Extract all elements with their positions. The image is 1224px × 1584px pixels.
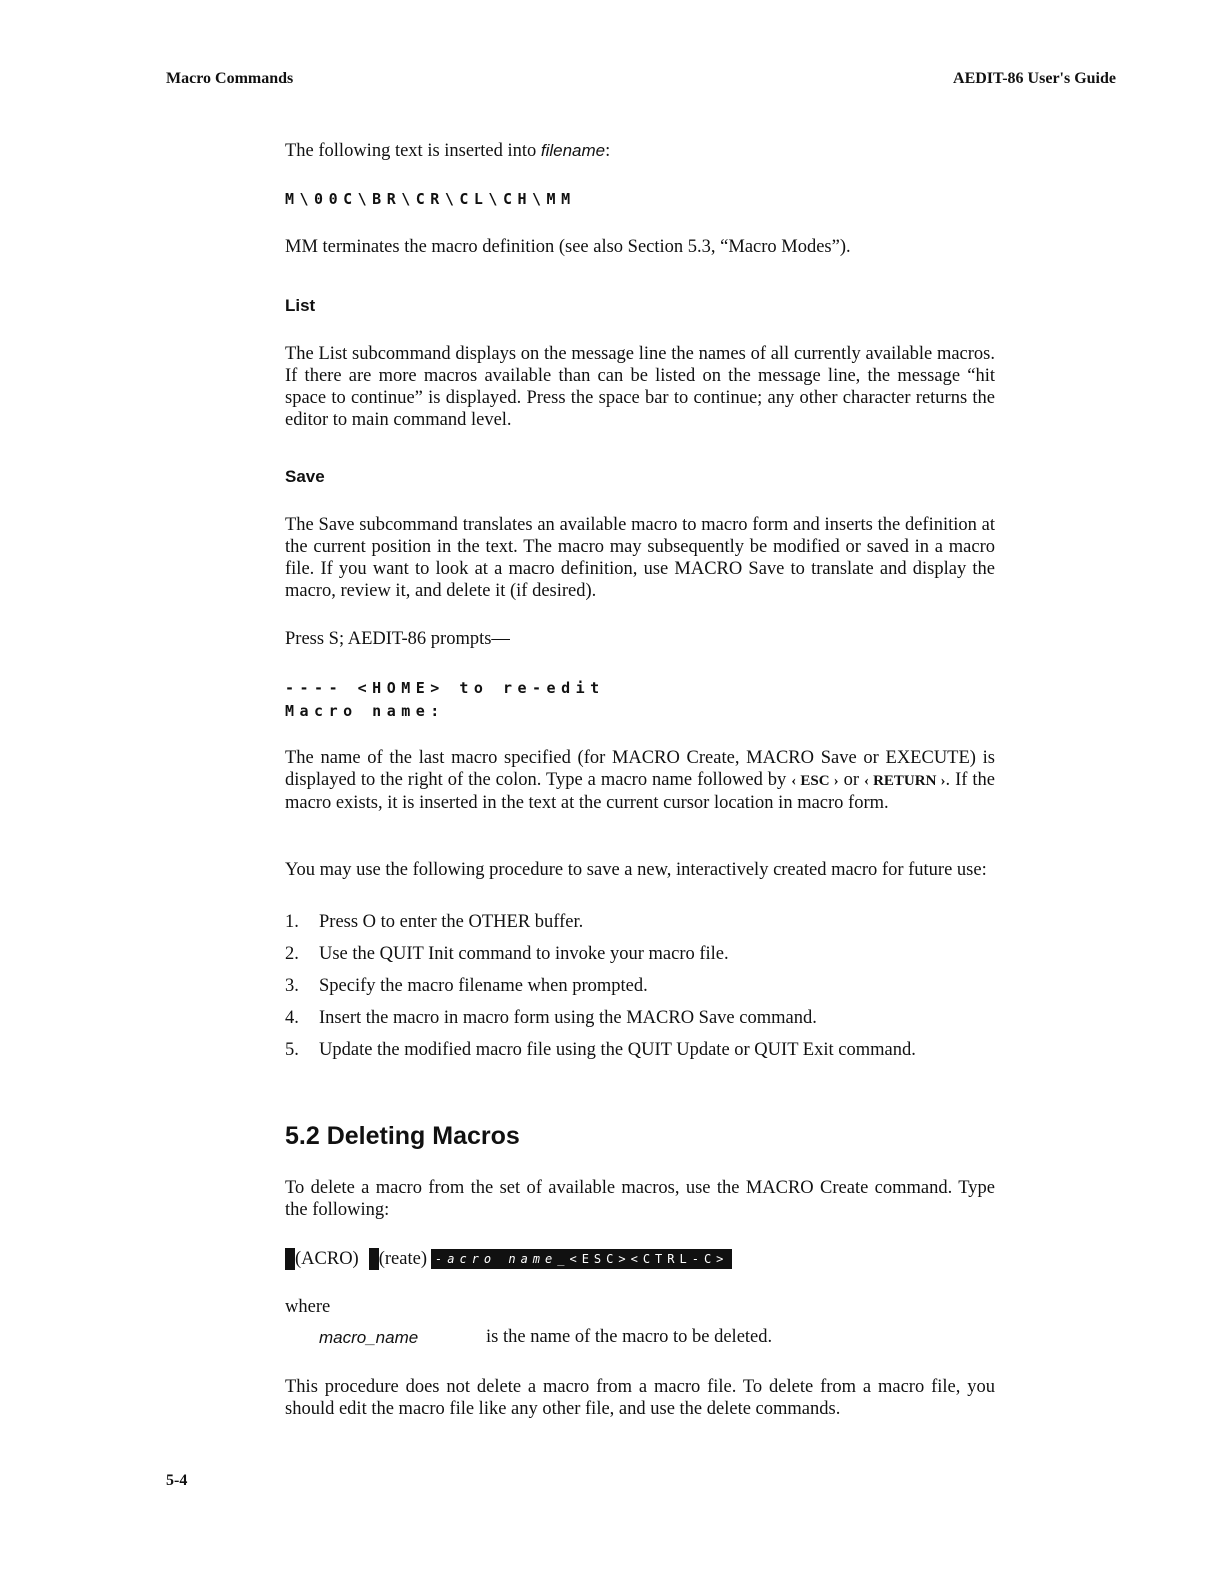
document-page: Macro Commands AEDIT-86 User's Guide The following text is inserted into filename: M\00C\BR\CR\CL\CH\MM MM terminates the macro definition (see also Section 5.3, “Macro Modes”). List The List subcommand displays on the message line the names of all currently available macros. If there are more macros available than can be listed on the message line, the message “hit space to continue” is displayed. Press the space bar to continue; any other character returns the editor to main command level. Save The Save subcommand translates an available macro to macro form and inserts the definition at the current position in the text. The macro may subsequently be modified or saved in a macro file. If you want to look at a macro definition, use MACRO Save to translate and display the macro, review it, and delete it (if desired). Press S; AEDIT-86 prompts— ---- <HOME> to re-edit Macro name: The name of the last macro specified (for MACRO Create, MACRO Save or EXECUTE) is displayed to the right of the colon. Type a macro name followed by ‹ ESC › or ‹ RETURN ›. If the macro exists, it is inserted in the text at the current cursor location in macro form. You may use the following procedure to save a new, interactively created macro for future use: 1. Press O to enter the OTHER buffer. 2. Use the QUIT Init command to invoke your macro file. 3. Specify the macro filename when prompted. 4. Insert the macro in macro form using the MACRO Save command. 5. Update the modified macro file using the QUIT Update or QUIT Exit command. 5.2 Deleting Macros To delete a macro from the set of available macros, use the MACRO Create command. Type the following: (ACRO) (reate) -acro name_<ESC><CTRL-C> where macro_name is the name of the macro to be deleted. This procedure does not delete a macro from a macro file. To delete from a macro file, you should edit the macro file like any other file, and use the delete commands. 5-4 — [166, 70, 1116, 1489]
definition-term: macro_name — [319, 1328, 419, 1347]
c-key-block — [369, 1248, 379, 1270]
prompt-line-1: ---- <HOME> to re-edit — [285, 679, 605, 697]
mm-note: MM terminates the macro definition (see also Section 5.3, “Macro Modes”). — [285, 237, 851, 257]
command-syntax-line: (ACRO) (reate) -acro name_<ESC><CTRL-C> — [285, 1246, 732, 1272]
macro-name-paragraph: The name of the last macro specified (for MACRO Create, MACRO Save or EXECUTE) is displayed to the right of the colon. Type a macro name followed by ‹ ESC › or ‹ RETURN ›. If the macro exists, it is inserted in the text at the current cursor location in macro form. — [285, 748, 995, 813]
macro-code-line: M\00C\BR\CR\CL\CH\MM — [285, 190, 576, 208]
where-label: where — [285, 1297, 331, 1317]
intro-sentence: The following text is inserted into filename: — [285, 141, 611, 161]
procedure-intro: You may use the following procedure to save a new, interactively created macro for future use: — [285, 860, 987, 880]
prompt-line-2: Macro name: — [285, 702, 445, 720]
press-s-line: Press S; AEDIT-86 prompts— — [285, 629, 510, 649]
section-heading: 5.2 Deleting Macros — [285, 1122, 520, 1150]
esc-key-label: ‹ ESC › — [791, 773, 839, 789]
save-heading: Save — [285, 467, 325, 486]
page-number: 5-4 — [166, 1472, 188, 1489]
running-header-right: AEDIT-86 User's Guide — [953, 70, 1116, 87]
save-paragraph: The Save subcommand translates an available macro to macro form and inserts the definition at the current position in the text. The macro may subsequently be modified or saved in a macro file. If you want to look at a macro definition, use MACRO Save to translate and display the macro, review it, and delete it (if desired). — [285, 515, 995, 601]
m-key-block — [285, 1248, 295, 1270]
return-key-label: ‹ RETURN › — [863, 773, 946, 789]
closing-paragraph: This procedure does not delete a macro from a macro file. To delete from a macro file, you should edit the macro file like any other file, and use the delete commands. — [285, 1377, 995, 1419]
list-paragraph: The List subcommand displays on the message line the names of all currently available macros. If there are more macros available than can be listed on the message line, the message “hit space to continue” is displayed. Press the space bar to continue; any other character returns the editor to main command level. — [285, 344, 995, 430]
definition-description: is the name of the macro to be deleted. — [486, 1327, 773, 1347]
filename-term: filename — [540, 141, 606, 160]
deleting-paragraph: To delete a macro from the set of available macros, use the MACRO Create command. Type the following: — [285, 1178, 995, 1220]
inverse-command-text: -acro name_<ESC><CTRL-C> — [431, 1249, 732, 1269]
running-header-left: Macro Commands — [166, 70, 294, 87]
list-heading: List — [285, 296, 316, 315]
